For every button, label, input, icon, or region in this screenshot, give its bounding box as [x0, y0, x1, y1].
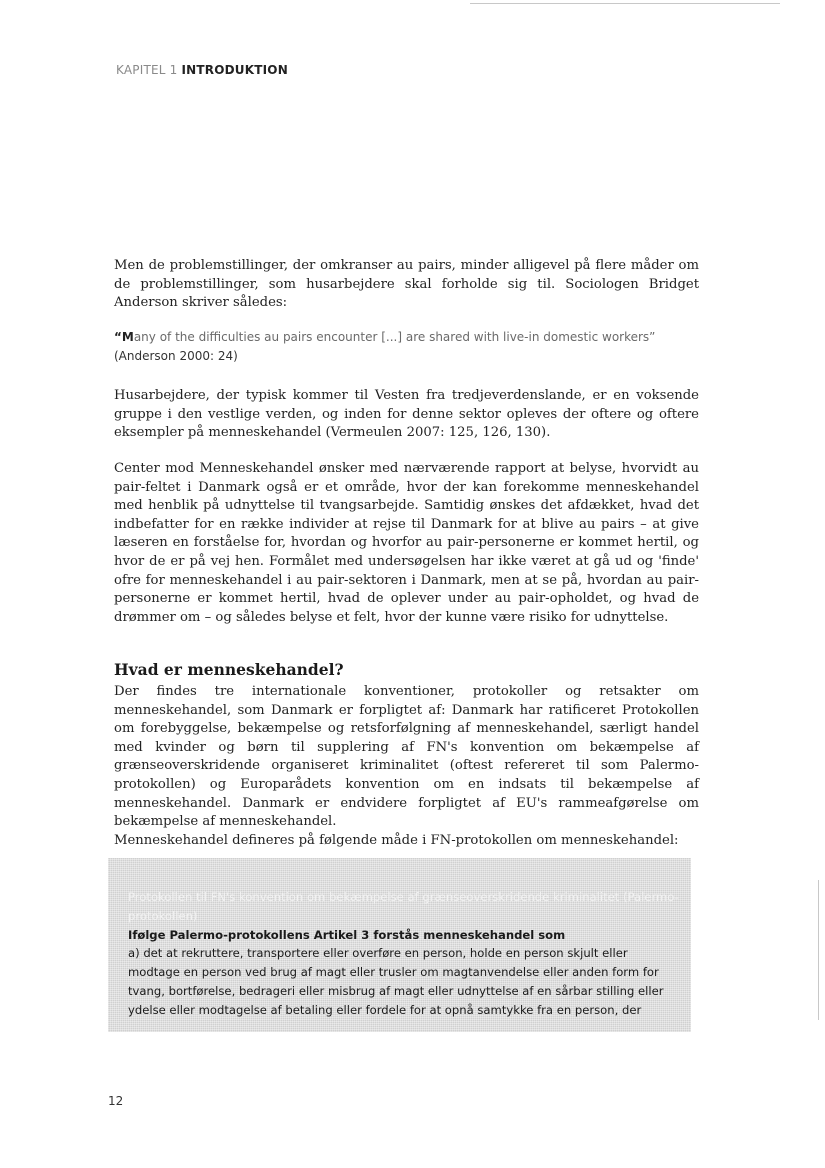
scan-artifact-top	[470, 3, 780, 4]
running-header	[116, 63, 288, 77]
definition-lead: Ifølge Palermo-protokollens Artikel 3 forstås menneskehandel som	[128, 927, 566, 942]
chapter-title: INTRODUKTION	[181, 63, 288, 77]
paragraph-domestic-workers: Husarbejdere, der typisk kommer til Vesten fra tredjeverdenslande, er en voksende gruppe i den vestlige verden, og inden for denne sektor opleves der oftere og oftere eksempler på menneskehandel (Vermeulen 2007: 125, 126, 130).	[114, 388, 699, 441]
definition-source: Protokollen til FN's konvention om bekæmpelse af grænseoverskridende kriminalitet (Palermo-protokollen)	[128, 890, 679, 923]
paragraph-definition-intro: Menneskehandel defineres på følgende måde i FN-protokollen om menneskehandel:	[114, 833, 679, 848]
quote-open: “M	[114, 330, 134, 344]
section-heading: Hvad er menneskehandel?	[114, 660, 344, 679]
block-quote	[114, 328, 704, 365]
quote-text: any of the difficulties au pairs encounter [...] are shared with live-in domestic workers”	[133, 330, 656, 344]
scan-artifact-right	[818, 880, 819, 1020]
paragraph-report-aim: Center mod Menneskehandel ønsker med nærværende rapport at belyse, hvorvidt au pair-feltet i Danmark også er et område, hvor der kan forekomme menneskehandel med henblik på udnyttelse til tvangsarbejde. Samtidig ønskes det afdækket, hvad det indbefatter for en række individer at rejse til Danmark for at blive au pairs – at give læseren en forståelse for, hvordan og hvorfor au pair-personerne er kommet hertil, og hvor de er på vej hen. Formålet med undersøgelsen har ikke været at gå ud og 'finde' ofre for menneskehandel i au pair-sektoren i Danmark, men at se på, hvordan au pair-personerne er kommet hertil, hvad de oplever under au pair-opholdet, og hvad de drømmer om – og således belyse et felt, hvor der kunne være risiko for udnyttelse.	[114, 461, 699, 625]
page-number: 12	[108, 1094, 124, 1108]
definition-box	[108, 858, 691, 1032]
chapter-label: KAPITEL 1	[116, 63, 178, 77]
definition-body: a) det at rekruttere, transportere eller overføre en person, holde en person skjult eller modtage en person ved brug af magt eller trusler om magtanvendelse eller anden form for tvang, bortførelse, bedrageri eller misbrug af magt eller udnyttelse af en sårbar stilling eller ydelse eller modtagelse af betaling eller fordele for at opnå samtykke fra en person, der	[128, 946, 664, 1017]
paragraph-conventions: Der findes tre internationale konventioner, protokoller og retsakter om menneskehandel, som Danmark er forpligtet af: Danmark har ratificeret Protokollen om forebyggelse, bekæmpelse og retsforfølgning af menneskehandel, særligt handel med kvinder og børn til supplering af FN's konvention om bekæmpelse af grænseoverskridende organiseret kriminalitet (oftest refereret til som Palermo-protokollen) og Europarådets konvention om en indsats til bekæmpelse af menneskehandel. Danmark er endvidere forpligtet af EU's rammeafgørelse om bekæmpelse af menneskehandel.	[114, 684, 699, 830]
paragraph-intro: Men de problemstillinger, der omkranser au pairs, minder alligevel på flere måder om de problemstillinger, som husarbejdere skal forholde sig til. Sociologen Bridget Anderson skriver således:	[114, 258, 699, 311]
definition-box-content	[128, 888, 683, 1020]
quote-reference: (Anderson 2000: 24)	[114, 348, 238, 363]
